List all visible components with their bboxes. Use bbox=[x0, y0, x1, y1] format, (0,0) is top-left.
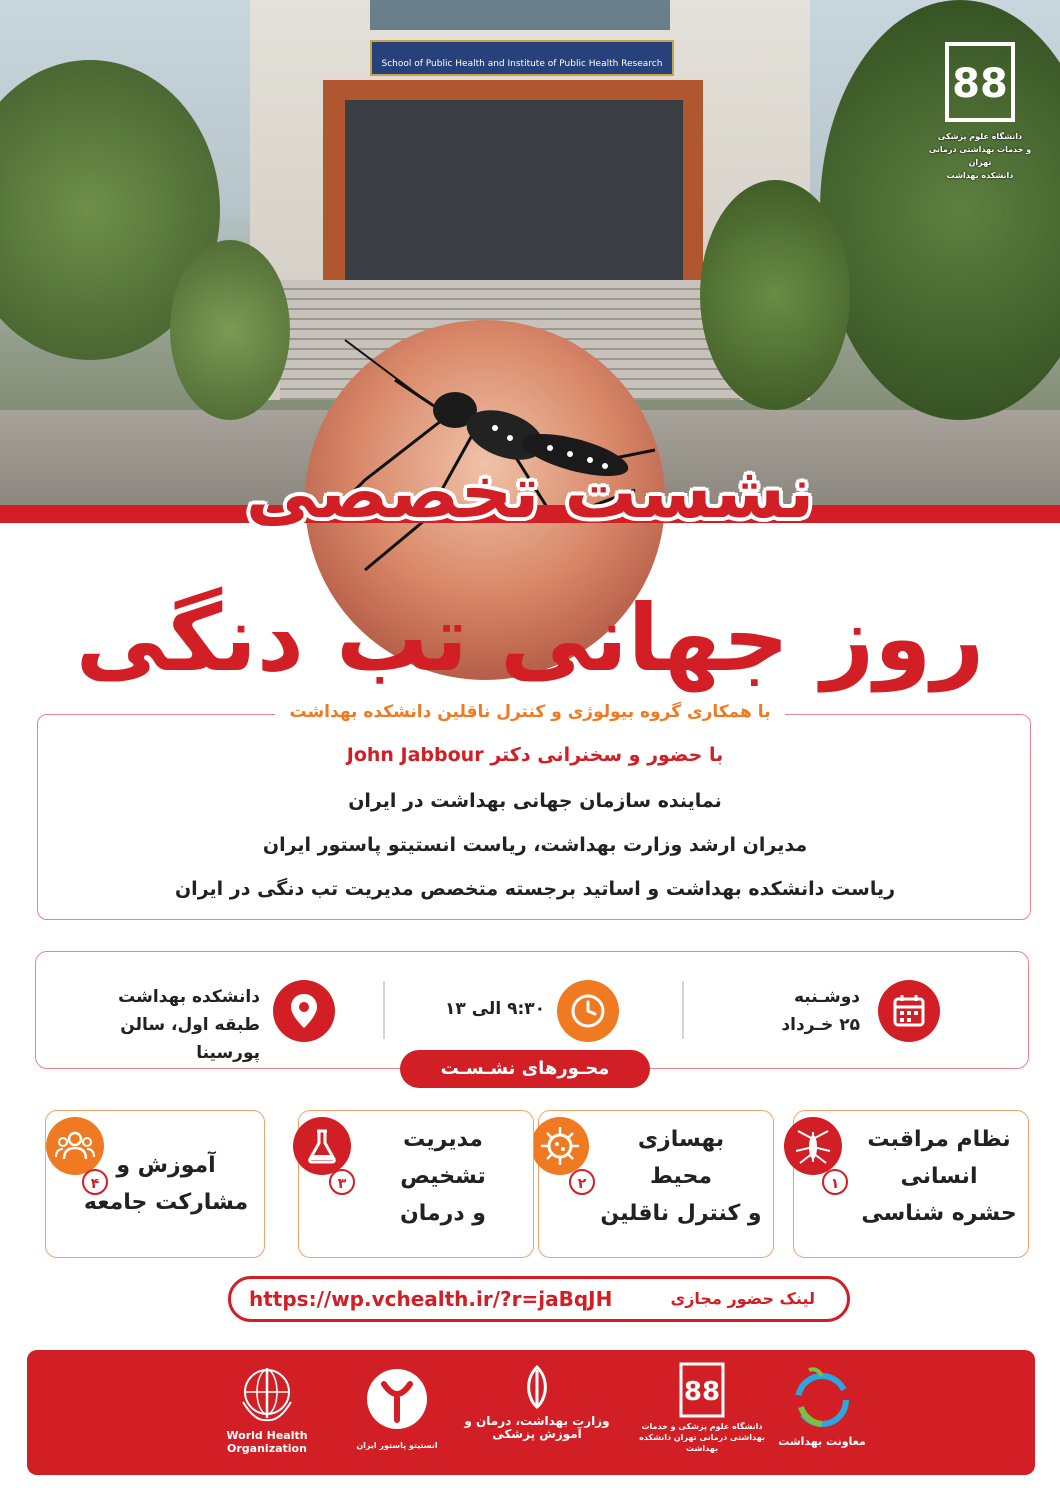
tree-mid-left bbox=[170, 240, 290, 420]
info-line-2: نماینده سازمان جهانی بهداشت در ایران bbox=[348, 790, 722, 812]
moavenat-logo-icon bbox=[787, 1362, 857, 1432]
iran-emblem-icon bbox=[517, 1362, 557, 1412]
event-location: دانشکده بهداشت طبقه اول، سالن پورسینا bbox=[118, 987, 260, 1063]
who-emblem-icon bbox=[235, 1362, 299, 1426]
tums-logo-icon bbox=[679, 1362, 725, 1418]
topic-card-1 bbox=[793, 1110, 1029, 1258]
virtual-link-box[interactable] bbox=[228, 1276, 850, 1322]
pasteur-logo: انستیتو پاستور ایران bbox=[347, 1362, 447, 1452]
topic-number: ۱ bbox=[822, 1169, 848, 1195]
title-line2: روز جهانی تب دنگی bbox=[75, 585, 985, 692]
moavenat-logo: معاونت بهداشت bbox=[757, 1362, 887, 1448]
topic-text: نظام مراقبت انسانی حشره شناسی bbox=[861, 1127, 1017, 1226]
collaboration-text: با همکاری گروه بیولوژی و کنترل ناقلین دانشکده بهداشت bbox=[0, 702, 1060, 722]
topic-card-4 bbox=[45, 1110, 265, 1258]
flask-icon bbox=[293, 1117, 351, 1175]
virtual-link-url[interactable]: https://wp.vchealth.ir/?r=jaBqJH bbox=[249, 1287, 613, 1311]
topic-text: بهسازی محیط و کنترل ناقلین bbox=[600, 1127, 762, 1226]
calendar-icon bbox=[878, 980, 940, 1042]
topics-heading: محـورهای نشـسـت bbox=[400, 1050, 650, 1088]
event-date: دوشـنبه ۲۵ خـرداد bbox=[781, 987, 860, 1035]
entrance bbox=[345, 100, 683, 280]
virtual-link-label: لینک حضور مجازی bbox=[670, 1289, 815, 1308]
university-logo bbox=[920, 30, 1040, 190]
topic-text: آموزش و مشارکت جامعه bbox=[83, 1153, 249, 1215]
virus-icon bbox=[531, 1117, 589, 1175]
event-time: ۹:۳۰ الی ۱۳ bbox=[445, 999, 545, 1019]
topic-number: ۳ bbox=[329, 1169, 355, 1195]
who-logo: World Health Organization bbox=[207, 1362, 327, 1455]
topic-number: ۲ bbox=[569, 1169, 595, 1195]
university-logo-text: دانشگاه علوم پزشکی و خدمات بهداشتی درمانی تهران دانشکده بهداشت bbox=[928, 132, 1032, 180]
mosquito-icon bbox=[784, 1117, 842, 1175]
speaker-name: John Jabbour bbox=[346, 744, 484, 766]
tree-mid-right bbox=[700, 180, 850, 410]
footer-logos bbox=[27, 1350, 1035, 1475]
location-icon bbox=[273, 980, 335, 1042]
ministry-logo: وزارت بهداشت، درمان و آموزش پزشکی bbox=[457, 1362, 617, 1441]
title-line1: نشست تخصصی bbox=[245, 450, 815, 534]
topic-card-3 bbox=[298, 1110, 534, 1258]
speaker-line: با حضور و سخنرانی دکتر John Jabbour bbox=[346, 744, 724, 766]
topic-number: ۴ bbox=[82, 1169, 108, 1195]
topic-card-2 bbox=[538, 1110, 774, 1258]
svg-text:88: 88 bbox=[683, 1377, 721, 1407]
university-logo-mark bbox=[945, 42, 1015, 122]
topic-text: مدیریت تشخیص و درمان bbox=[400, 1127, 486, 1226]
svg-text:88: 88 bbox=[952, 61, 1008, 107]
clock-icon bbox=[557, 980, 619, 1042]
building-sign: School of Public Health and Institute of Public Health Research bbox=[370, 40, 674, 76]
info-line-3: مدیران ارشد وزارت بهداشت، ریاست انستیتو پاستور ایران bbox=[262, 834, 808, 856]
info-line-4: ریاست دانشکده بهداشت و اساتید برجسته متخصص مدیریت تب دنگی در ایران bbox=[174, 878, 896, 900]
tums-logo: 88 دانشگاه علوم پزشکی و خدمات بهداشتی درمانی تهران دانشکده بهداشت bbox=[627, 1362, 777, 1454]
pasteur-logo-icon bbox=[360, 1362, 434, 1436]
